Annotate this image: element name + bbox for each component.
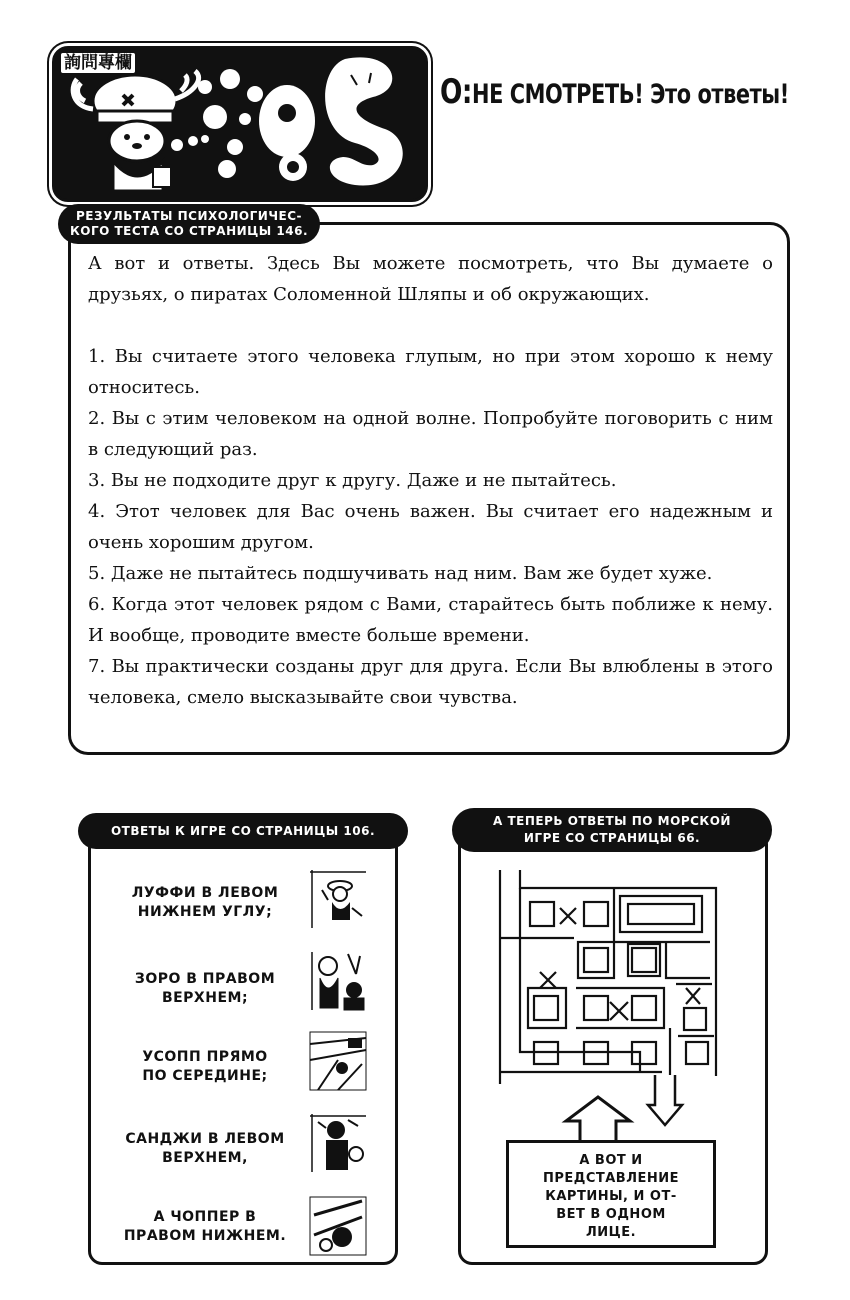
sea-game-maze [490, 862, 730, 1092]
usopp-thumbnail [308, 1030, 368, 1092]
tagline-text: НЕ СМОТРЕТЬ! Это ответы! [472, 79, 789, 110]
psych-item: 6. Когда этот человек рядом с Вами, старайтесь быть поближе к нему. И вообще, проводите вместе больше времени. [88, 594, 773, 646]
luffy-thumbnail [308, 868, 368, 930]
sbs-tag: 詢問專欄 [59, 51, 137, 75]
answer-sanji: САНДЖИ В ЛЕВОМ ВЕРХНЕМ, [125, 1131, 285, 1166]
answer-zoro: ЗОРО В ПРАВОМ ВЕРХНЕМ; [134, 971, 276, 1006]
sbs-logo [52, 46, 428, 202]
chopper-thumbnail [308, 1195, 368, 1257]
psych-item: 2. Вы с этим человеком на одной волне. Попробуйте поговорить с ним в следующий раз. [88, 408, 773, 460]
answer-luffy: ЛУФФИ В ЛЕВОМ НИЖНЕМ УГЛУ; [131, 885, 279, 920]
zoro-thumbnail [308, 950, 368, 1012]
sea-answer-text: А ВОТ И ПРЕДСТАВЛЕНИЕ КАРТИНЫ, И ОТ- ВЕТ В ОДНОМ ЛИЦЕ. [542, 1153, 680, 1240]
psych-item: 1. Вы считаете этого человека глупым, но при этом хорошо к нему относитесь. [88, 346, 773, 398]
tagline [440, 72, 789, 112]
sanji-thumbnail [308, 1112, 368, 1174]
psych-item: 4. Этот человек для Вас очень важен. Вы считает его надежным и очень хорошим другом. [88, 501, 773, 553]
psych-item: 5. Даже не пытайтесь подшучивать над ним. Вам же будет хуже. [88, 563, 713, 584]
psych-intro: А вот и ответы. Здесь Вы можете посмотреть, что Вы думаете о друзьях, о пиратах Соломенной Шляпы и об окружающих. [88, 253, 773, 305]
sea-section-label: А ТЕПЕРЬ ОТВЕТЫ ПО МОРСКОЙ ИГРЕ СО СТРАНИЦЫ 66. [452, 808, 772, 852]
tagline-letter: О: [440, 72, 473, 112]
psych-item: 7. Вы практически созданы друг для друга. Если Вы влюблены в этого человека, смело высказывайте свои чувства. [88, 656, 773, 708]
psych-section-label: РЕЗУЛЬТАТЫ ПСИХОЛОГИЧЕС- КОГО ТЕСТА СО СТРАНИЦЫ 146. [58, 204, 320, 244]
psych-answers-text [88, 248, 773, 713]
answer-usopp: УСОПП ПРЯМО ПО СЕРЕДИНЕ; [142, 1049, 268, 1084]
answer-chopper: А ЧОППЕР В ПРАВОМ НИЖНЕМ. [123, 1209, 287, 1244]
maze-arrows [560, 1075, 690, 1145]
psych-item: 3. Вы не подходите друг к другу. Даже и не пытайтесь. [88, 470, 617, 491]
game-section-label: ОТВЕТЫ К ИГРЕ СО СТРАНИЦЫ 106. [78, 813, 408, 849]
